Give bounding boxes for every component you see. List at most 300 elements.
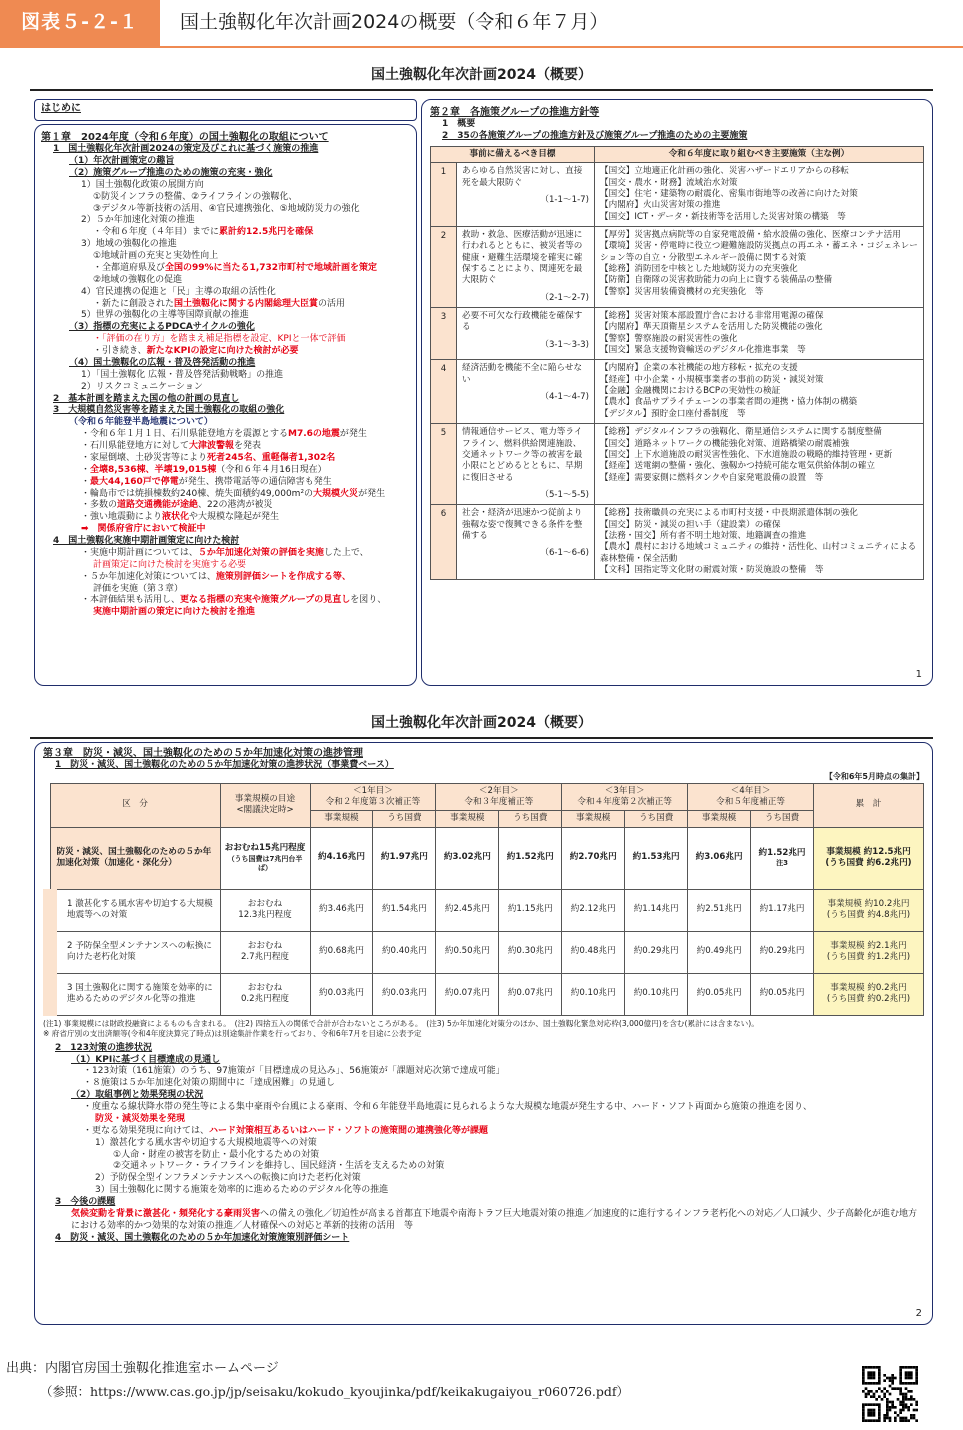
value-cell (373, 931, 436, 973)
table-note-2: ※ 府省庁別の支出済額等(令和4年度決算完了時点)は別途集計作業を行っており、令和6年7月を目途に公表予定 (43, 1028, 422, 1038)
line-text: ・５か年加速化対策については、 (81, 571, 216, 582)
chapter2-sub-1: 1 概要 (442, 119, 476, 130)
line-highlight: 大津波警報 (189, 441, 235, 452)
goal-number: 6 (431, 505, 457, 580)
measure-item: 【金融】金融機関におけるBCPの実効性の検証 (600, 386, 781, 397)
measures-cell (595, 163, 924, 227)
value: 約0.05兆円 (696, 988, 742, 999)
line-text: ・８施策は５か年加速化対策の期間中に「達成困難」の見通し (83, 1078, 336, 1089)
value: 約1.15兆円 (507, 904, 553, 915)
goal-header: 事前に備えるべき目標 (431, 146, 595, 162)
line-after: を図り、 (350, 595, 387, 606)
line-14 (41, 310, 410, 322)
value: 約0.40兆円 (381, 946, 427, 957)
goal-cell (457, 360, 595, 424)
line-text: 2 123対策の進捗状況 (55, 1042, 153, 1053)
line-after: の活用 (318, 298, 346, 309)
th-year-1-sub: 令和２年度第３次補正等 (325, 796, 421, 807)
line-31 (41, 512, 410, 524)
value: 約1.52兆円 (506, 852, 554, 863)
page1-rule (30, 89, 933, 91)
line-highlight: 気候変動を背景に激甚化・頻発化する豪雨災害 (71, 1208, 261, 1219)
footer-reference[interactable]: （参照：https://www.cas.go.jp/jp/seisaku/kokudo_kyoujinka/pdf/keikakugaiyou_r060726.pdf） (40, 1384, 630, 1399)
intro-label: はじめに (41, 103, 81, 114)
goal-text: あらゆる自然災害に対し、直接死を最大限防ぐ (462, 166, 583, 188)
chapter3-title: 第３章 防災・減災、国土強靱化のための５か年加速化対策の進捗管理 (43, 748, 363, 759)
measure-row (50, 973, 924, 1015)
line-text: ・石川県能登地方に対して (81, 441, 190, 452)
goal-row (431, 227, 924, 308)
figure-label: 図表５-２-１ (0, 0, 160, 46)
cumulative-sub: (うち国費 約6.2兆円) (825, 858, 912, 869)
goal-cell (457, 308, 595, 360)
line-32 (41, 524, 410, 536)
line-21 (41, 394, 410, 406)
row-goal (220, 889, 310, 931)
line-text: 計画策定に向けた検討を実施する必要 (93, 559, 247, 570)
value-note: 注3 (776, 859, 788, 868)
line-text: ・実施中期計画については、 (81, 547, 198, 558)
line-0 (41, 144, 410, 156)
line-20 (41, 382, 410, 394)
measure-item: 【デジタル】預貯金口座付番制度 等 (600, 408, 746, 419)
cumulative-sub: (うち国費 約0.2兆円) (826, 994, 911, 1005)
line-text: ・家屋倒壊、土砂災害等により (81, 452, 208, 463)
row-goal (220, 973, 310, 1015)
line-text: ③デジタル等新技術の活用、④官民連携強化、⑤地域防災力の強化 (93, 203, 360, 214)
cumulative-cell (814, 931, 924, 973)
cumulative-sub: (うち国費 約1.2兆円) (826, 952, 911, 963)
value-cell (499, 973, 562, 1015)
total-row (50, 827, 924, 889)
th-year-2-label: ＜2年目＞ (478, 785, 519, 796)
value-cell (436, 889, 499, 931)
line-29 (41, 489, 410, 501)
line-15 (41, 322, 410, 334)
line-16 (41, 334, 410, 346)
value-cell (751, 973, 814, 1015)
line-4 (43, 1090, 924, 1102)
th-year-1-label: ＜1年目＞ (353, 785, 393, 796)
line-text: （1）年次計画策定の趣旨 (69, 156, 175, 167)
chapter1-content (41, 144, 410, 619)
goal-number: 5 (431, 424, 457, 505)
goal-text: 救助・救急、医療活動が迅速に行われるとともに、被災者等の健康・避難生活環境を確実に確保することにより、関連死を最大限防ぐ (462, 230, 583, 286)
goal-text: 情報通信サービス、電力等ライフライン、燃料供給関連施設、交通ネットワーク等の被害を最小限にとどめるとともに、早期に復旧させる (462, 427, 583, 483)
line-text: 1）「国土強靱化 広報・普及啓発活動戦略」の推進 (81, 369, 284, 380)
line-after: が発生 (339, 429, 367, 440)
line-39 (41, 607, 410, 619)
chapter2-table (430, 146, 924, 580)
value-cell (625, 827, 688, 889)
chapter3-sub1: 1 防災・減災、国土強靱化のための５か年加速化対策の進捗状況（事業費ベース） (55, 760, 394, 771)
goal-text: 必要不可欠な行政機能を確保する (462, 311, 583, 333)
line-text: ・度重なる線状降水帯の発生等による集中豪雨や台風による豪雨、令和６年能登半島地震に見られるような大規模な地震が発生する中、ハード・ソフト両面から施策の推進を図り、 (83, 1102, 813, 1113)
line-text: 2）リスクコミュニケーション (81, 381, 203, 392)
line-highlight: 施策別評価シートを作成する等、 (215, 571, 351, 582)
line-text: 評価を実施（第３章） (93, 583, 184, 594)
line-12 (43, 1185, 924, 1197)
line-8 (43, 1138, 924, 1150)
measure-item: 【警察】警察施設の耐災害性の強化 (600, 333, 738, 344)
line-text: （4）国土強靱化の広報・普及啓発活動の推進 (69, 357, 256, 368)
line-22 (41, 405, 410, 417)
line-text: ・多数の (81, 500, 118, 511)
th-year-4 (688, 783, 814, 811)
goal-value: おおむね (247, 898, 283, 909)
row-label: 1 激甚化する風水害や切迫する大規模地震等への対策 (50, 889, 220, 931)
goal-number: 1 (431, 163, 457, 227)
th-kubun: 区 分 (50, 783, 220, 827)
value: 約0.30兆円 (507, 946, 553, 957)
line-text: 1）国土強靱化政策の展開方向 (81, 179, 204, 190)
measure-item: 【内閣府】企業の本社機能の地方移転・拡充の支援 (600, 363, 798, 374)
goal-value: おおむね15兆円程度 (224, 843, 306, 854)
line-text: 1）激甚化する風水害や切迫する大規模地震等への対策 (95, 1137, 317, 1148)
measure-item: 【防衛】自衛隊の災害救助能力の向上に資する装備品の整備 (600, 275, 833, 286)
value-cell (373, 827, 436, 889)
line-highlight: 死者245名、重軽傷者1,302名 (207, 452, 336, 463)
line-text: ・新たに創設された (93, 298, 175, 309)
measure-item: 【内閣府】準天頂衛星システムを活用した防災機能の強化 (600, 322, 823, 333)
measure-item: 【農水】農村における地域コミュニティの維持・活性化、山村コミュニティによる森林整備・保全活動 (600, 542, 917, 564)
cumulative-total: 事業規模 約2.1兆円 (830, 940, 907, 951)
line-highlight: M7.6の地震 (288, 429, 340, 440)
line-text: ・強い地震動により (81, 512, 163, 523)
line-12 (41, 287, 410, 299)
goal-range: （6-1～6-6) (540, 548, 589, 559)
chapter2-box (421, 99, 933, 686)
cumulative-total: 事業規模 約12.5兆円 (826, 846, 911, 857)
line-after: した上で、 (323, 547, 369, 558)
goal-range: （2-1～2-7) (540, 292, 589, 303)
page2-title: 国土強靱化年次計画2024（概要） (371, 715, 592, 731)
th-year-4-sub: 令和５年度補正等 (716, 796, 785, 807)
line-highlight: 最大44,160戸で停電 (90, 476, 179, 487)
line-highlight: ５か年加速化対策の評価を実施 (197, 547, 324, 558)
goal-sub: 12.3兆円程度 (238, 910, 292, 921)
line-highlight: 液状化 (162, 512, 190, 523)
goal-range: （5-1～5-5) (540, 489, 589, 500)
goal-range: （1-1～1-7) (540, 194, 589, 205)
measure-item: 【国交】住宅・建築物の耐震化、密集市街地等の改善に向けた対策 (600, 188, 858, 199)
cumulative-cell (814, 827, 924, 889)
line-text: 4 防災・減災、国土強靱化のための５か年加速化対策施策別評価シート (55, 1232, 350, 1243)
measure-item: 【国交】上下水道施設の耐災害性強化、下水道施設の戦略的維持管理・更新 (600, 449, 893, 460)
header-underline (0, 46, 963, 48)
th-year-3-sub: 令和４年度第２次補正等 (577, 796, 672, 807)
measure-item: 【厚労】災害拠点病院等の自家発電設備・給水設備の強化、医療コンテナ活用 (600, 230, 901, 240)
goal-text: 経済活動を機能不全に陥らせない (462, 363, 583, 385)
line-2 (43, 1066, 924, 1078)
value-cell (436, 973, 499, 1015)
line-after: 、22の港湾が被災 (198, 500, 273, 511)
goal-sub: （うち国費は7兆円台半ば） (227, 854, 303, 872)
page1-number: 1 (915, 668, 922, 680)
cumulative-total: 事業規模 約0.2兆円 (830, 982, 907, 993)
line-25 (41, 441, 410, 453)
line-5 (41, 204, 410, 216)
line-highlight: 新たなKPIの設定に向けた検討が必要 (146, 346, 299, 357)
value: 約1.17兆円 (759, 904, 805, 915)
line-text: ➡ 関係府省庁において検証中 (81, 524, 206, 535)
th-year-2 (436, 783, 562, 811)
line-highlight: 更なる指標の充実や施策グループの見直し (180, 595, 351, 606)
row-goal (220, 827, 310, 889)
line-text: 1 国土強靱化年次計画2024の策定及びこれに基づく施策の推進 (53, 144, 319, 155)
measure-item: 【国交】道路ネットワークの機能強化対策、道路橋梁の耐震補強 (600, 438, 850, 449)
measure-item: 【総務】技術職員の充実による市町村支援・中長期派遣体制の強化 (600, 508, 858, 519)
line-26 (41, 453, 410, 465)
line-6 (41, 215, 410, 227)
value: 約3.02兆円 (443, 852, 491, 863)
measure-item: 【国交】立地適正化計画の強化、災害ハザードエリアからの移転 (600, 166, 849, 177)
line-7 (43, 1126, 924, 1138)
th-year-4-label: ＜4年目＞ (730, 785, 771, 796)
measure-item: 【総務】消防団を中核とした地域防災力の充実強化 (600, 264, 798, 275)
measure-item: 【経産】需要家側に燃料タンクや自家発電設備の設置 等 (600, 472, 824, 483)
qr-code-icon[interactable] (862, 1366, 918, 1422)
line-highlight: 国土強靱化に関する内閣総理大臣賞 (174, 298, 319, 309)
line-33 (41, 536, 410, 548)
measure-header: 令和６年度に取り組むべき主要施策（主な例） (595, 146, 924, 162)
line-1 (41, 156, 410, 168)
value-cell (499, 827, 562, 889)
value-cell (562, 889, 625, 931)
line-text: ・令和６年度（４年目）までに (93, 227, 220, 238)
line-13 (43, 1197, 924, 1209)
value-cell (688, 931, 751, 973)
line-highlight: 全壊8,536棟、半壊19,015棟 (90, 464, 217, 475)
goal-sub: 2.7兆円程度 (240, 952, 290, 963)
measure-item: 【文科】国指定等文化財の耐震対策・防災施設の整備 等 (600, 564, 824, 575)
goal-sub: 0.2兆円程度 (240, 994, 290, 1005)
line-highlight: 累計約12.5兆円を確保 (219, 227, 314, 238)
line-text: ・令和６年１月１日、石川県能登地方を震源とする (81, 429, 289, 440)
line-text: ・更なる効果発現に向けては、 (83, 1125, 210, 1136)
line-text: 3）地域の強靱化の推進 (81, 239, 177, 250)
line-text: ②交通ネットワーク・ライフラインを維持し、国民経済・生活を支えるための対策 (95, 1161, 445, 1172)
th-scale (220, 783, 310, 827)
line-text: ・引き続き、 (93, 346, 147, 357)
line-after: について） (168, 417, 213, 428)
value-cell (688, 889, 751, 931)
measure-row (50, 931, 924, 973)
line-after: や大規模な隆起が発生 (189, 512, 280, 523)
line-text: 2 基本計画を踏まえた国の他の計画の見直し (53, 393, 240, 404)
value-cell (625, 931, 688, 973)
value: 約0.50兆円 (444, 946, 490, 957)
goal-value: おおむね (247, 982, 283, 993)
footer-source: 出典：内閣官房国土強靱化推進室ホームページ (6, 1361, 279, 1376)
line-24 (41, 429, 410, 441)
line-13 (41, 299, 410, 311)
page2-number: 2 (915, 1307, 922, 1319)
goal-row (431, 424, 924, 505)
line-after: （令和６年４月16日現在） (216, 464, 327, 475)
value-cell (562, 827, 625, 889)
th-total: 累 計 (814, 783, 924, 827)
line-23 (41, 417, 410, 429)
th-kokuhi-3: うち国費 (625, 811, 688, 827)
th-kokuhi-2: うち国費 (499, 811, 562, 827)
line-11 (41, 275, 410, 287)
line-text: 2）予防保全型インフラメンテナンスへの転換に向けた老朽化対策 (95, 1173, 361, 1184)
th-kokuhi-1: うち国費 (373, 811, 436, 827)
th-scale-sub: <閣議決定時> (236, 805, 294, 816)
line-text: （3）指標の充実によるPDCAサイクルの強化 (69, 322, 255, 333)
value-cell (751, 931, 814, 973)
line-text: ①地域計画の充実と実効性向上 (93, 251, 219, 262)
line-text: 3）国土強靱化に関する施策を効率的に進めるためのデジタル化等の推進 (95, 1185, 389, 1196)
page2-rule (30, 737, 933, 739)
goal-value: おおむね (247, 940, 283, 951)
row-goal (220, 931, 310, 973)
line-text: ・輪島市では焼損棟数約240棟、焼失面積約49,000m²の (81, 488, 314, 499)
line-7 (41, 227, 410, 239)
goal-row (431, 163, 924, 227)
line-text: 2）５か年加速化対策の推進 (81, 215, 195, 226)
value: 約1.52兆円 (758, 847, 806, 858)
value: 約1.97兆円 (380, 852, 428, 863)
value: 約0.29兆円 (633, 946, 679, 957)
line-text: （1）KPIに基づく目標達成の見通し (71, 1054, 221, 1065)
row-label: 3 国土強靱化に関する施策を効率的に進めるためのデジタル化等の推進 (50, 973, 220, 1015)
cumulative-sub: (うち国費 約4.8兆円) (826, 910, 911, 921)
cumulative-cell (814, 889, 924, 931)
line-14 (43, 1209, 924, 1233)
goal-number: 3 (431, 308, 457, 360)
th-jigyo-1: 事業規模 (310, 811, 373, 827)
value: 約2.45兆円 (444, 904, 490, 915)
line-3 (41, 180, 410, 192)
line-after: への備えの強化／切迫性が高まる首都直下地震や南海トラフ巨大地震対策の推進／加速度的に進行するインフラ老朽化への対応／人口減少、少子高齢化が進む地方における効率的かつ効果的な対策の推進／人材確保への対応と革新的技術の活用 等 (71, 1208, 918, 1231)
value: 約1.54兆円 (381, 904, 427, 915)
line-18 (41, 358, 410, 370)
value: 約0.03兆円 (381, 988, 427, 999)
goal-row (431, 308, 924, 360)
line-2 (41, 168, 410, 180)
chapter2-title: 第２章 各施策グループの推進方針等 (430, 107, 600, 118)
line-35 (41, 560, 410, 572)
measure-item: 【国交】防災・減災の担い手（建設業）の確保 (600, 519, 781, 530)
line-highlight: 道路交通機能が途絶 (117, 500, 199, 511)
line-4 (41, 192, 410, 204)
line-5 (43, 1102, 924, 1114)
value-cell (688, 827, 751, 889)
value: 約1.14兆円 (633, 904, 679, 915)
measure-item: 【国交・農水・財務】流域治水対策 (600, 177, 738, 188)
line-text: （2）取組事例と効果発現の状況 (71, 1090, 204, 1101)
th-jigyo-3: 事業規模 (562, 811, 625, 827)
value: 約0.07兆円 (507, 988, 553, 999)
line-after: が発生 (358, 488, 386, 499)
row-label: 防災・減災、国土強靱化のための５か年加速化対策（加速化・深化分） (50, 827, 220, 889)
value-cell (751, 889, 814, 931)
line-27 (41, 465, 410, 477)
as-of-date: 【令和6年5月時点の集計】 (824, 772, 924, 782)
line-8 (41, 239, 410, 251)
value-cell (625, 973, 688, 1015)
chapter1-title: 第１章 2024年度（令和６年度）の国土強靱化の取組について (41, 132, 329, 143)
measure-item: 【環境】災害・停電時に役立つ避難施設防災拠点の再エネ・蓄エネ・コジェネレーション等の自立・分散型エネルギー設備に関する対策 (600, 241, 918, 263)
line-after: が発生、携帯電話等の通信障害も発生 (178, 476, 332, 487)
value-cell (436, 931, 499, 973)
line-text: ①人命・財産の被害を防止・最小化するための対策 (95, 1149, 320, 1160)
th-year-1 (310, 783, 436, 811)
measure-item: 【経産】中小企業・小規模事業者の事前の防災・減災対策 (600, 374, 824, 385)
line-0 (43, 1043, 924, 1055)
line-text: ・123対策（161施策）のうち、97施策が「目標達成の見込み」、56施策が「課題対応次第で達成可能」 (83, 1066, 505, 1077)
goal-row (431, 505, 924, 580)
line-1 (43, 1055, 924, 1067)
line-text: 5）世界の強靱化の主導等国際貢献の推進 (81, 310, 249, 321)
intro-box (34, 99, 417, 121)
chapter1-box (34, 124, 417, 686)
value-cell (310, 889, 373, 931)
figure-title: 国土強靱化年次計画2024の概要（令和６年７月） (180, 11, 609, 34)
line-6 (43, 1114, 924, 1126)
value: 約2.12兆円 (570, 904, 616, 915)
measure-item: 【総務】災害対策本部設置庁舎における非常用電源の確保 (600, 311, 824, 322)
measures-cell (595, 227, 924, 308)
measure-item: 【警察】災害用装備資機材の充実強化 等 (600, 286, 764, 297)
value: 約0.68兆円 (319, 946, 364, 957)
value-cell (373, 889, 436, 931)
value: 約0.10兆円 (570, 988, 616, 999)
progress-table (43, 783, 924, 1016)
line-19 (41, 370, 410, 382)
line-text: 4）官民連携の促進と「民」主導の取組の活性化 (81, 286, 276, 297)
value-cell (562, 973, 625, 1015)
line-text: ・本評価結果も活用し、 (81, 595, 181, 606)
line-text: （令和６年能登半島地震 (69, 417, 169, 428)
goal-cell (457, 505, 595, 580)
goal-row (431, 360, 924, 424)
measures-cell (595, 360, 924, 424)
measure-row (50, 889, 924, 931)
line-37 (41, 584, 410, 596)
measures-cell (595, 308, 924, 360)
line-9 (41, 251, 410, 263)
measure-item: 【国交】緊急支援物資輸送のデジタル化推進事業 等 (600, 345, 806, 356)
value: 約0.29兆円 (759, 946, 805, 957)
line-11 (43, 1173, 924, 1185)
measure-item: 【農水】食品サプライチェーンの事業者間の連携・協力体制の構築 (600, 397, 858, 408)
th-kokuhi-4: うち国費 (751, 811, 814, 827)
table-note-1: (注1) 事業規模には財政投融資によるものも含まれる。 (注2) 四捨五入の関係で合計が合わないところがある。 (注3) 5か年加速化対策分のほか、国土強靱化緊急対応枠(3,000億円)を含む(累計には含まない)。 (43, 1018, 759, 1028)
value: 約0.48兆円 (570, 946, 616, 957)
goal-cell (457, 227, 595, 308)
line-text: 実施中期計画の策定に向けた検討を推進 (93, 607, 256, 618)
line-15 (43, 1233, 924, 1245)
value-cell (373, 973, 436, 1015)
th-jigyo-2: 事業規模 (436, 811, 499, 827)
value: 約0.03兆円 (319, 988, 364, 999)
cumulative-cell (814, 973, 924, 1015)
line-text: 3 今後の課題 (55, 1197, 116, 1208)
th-scale-label: 事業規模の目途 (234, 793, 296, 804)
row-label: 2 予防保全型メンテナンスへの転換に向けた老朽化対策 (50, 931, 220, 973)
measure-item: 【国交】ICT・データ・新技術等を活用した災害対策の構築 等 (600, 211, 846, 222)
goal-cell (457, 424, 595, 505)
line-36 (41, 572, 410, 584)
measures-cell (595, 505, 924, 580)
value-cell (499, 931, 562, 973)
line-3 (43, 1078, 924, 1090)
line-text: 防災・減災効果を発現 (95, 1113, 186, 1124)
line-highlight: ハード対策相互あるいはハード・ソフトの施策間の連携強化等が課題 (209, 1125, 489, 1136)
